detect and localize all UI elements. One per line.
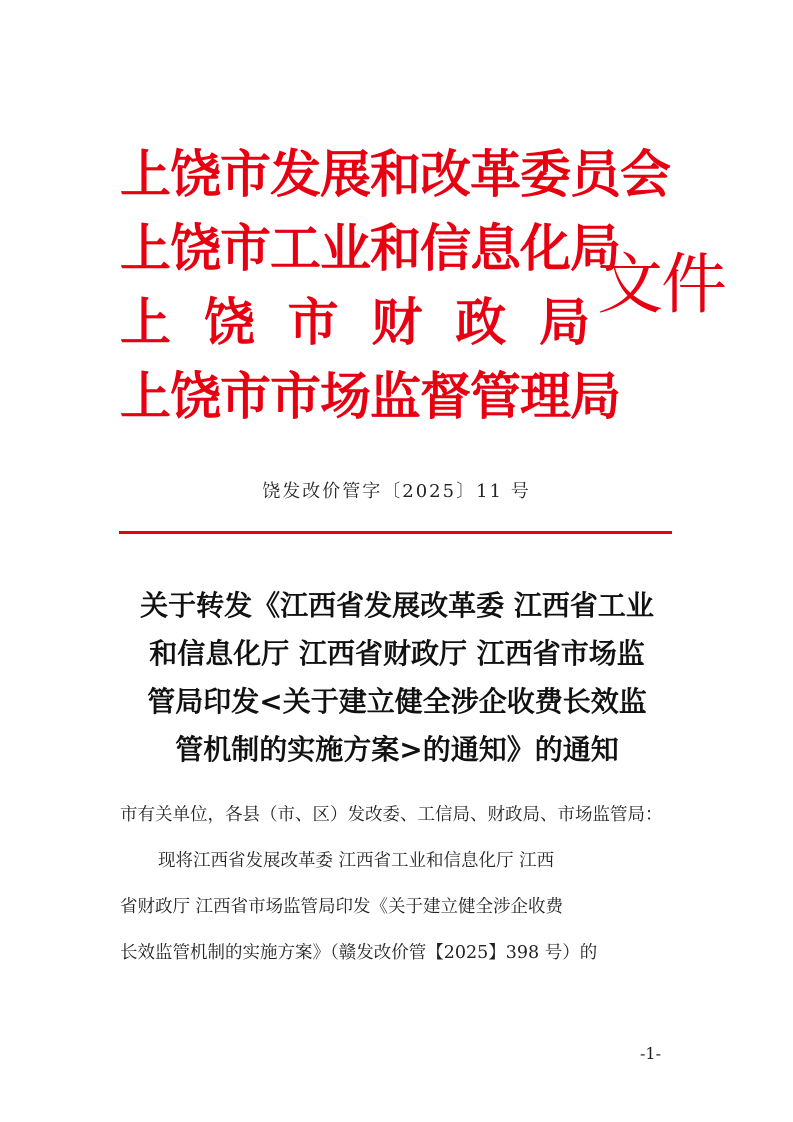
document-title — [112, 582, 682, 774]
paragraph-line: 现将江西省发展改革委 江西省工业和信息化厅 江西 — [158, 851, 555, 871]
issuer-char: 局 — [538, 294, 590, 353]
document-number: 饶发改价管字〔2025〕11 号 — [262, 481, 531, 502]
title-line: 和信息化厅 江西省财政厅 江西省市场监 — [149, 637, 645, 670]
issuer-char: 市 — [287, 294, 339, 353]
issuer-name: 上饶市市场监督管理局 — [120, 368, 621, 427]
red-divider-line — [119, 531, 672, 534]
issuer-char: 政 — [455, 294, 507, 353]
paragraph-line: 省财政厅 江西省市场监管局印发《关于建立健全涉企收费 — [120, 897, 564, 917]
issuer-char: 上 — [120, 294, 172, 353]
title-line: 关于转发《江西省发展改革委 江西省工业 — [140, 589, 654, 622]
issuer-name: 上饶市工业和信息化局 — [120, 220, 621, 279]
issuer-name-spaced — [120, 294, 590, 353]
document-type-label: 文件 — [597, 246, 725, 323]
issuer-char: 饶 — [203, 294, 255, 353]
issuer-char: 财 — [371, 294, 423, 353]
body-text — [120, 800, 676, 984]
paragraph-line: 长效监管机制的实施方案》（赣发改价管【2025】398 号）的 — [120, 943, 598, 963]
addressee-line: 市有关单位，各县（市、区）发改委、工信局、财政局、市场监管局： — [120, 805, 663, 825]
title-line: 管机制的实施方案>的通知》的通知 — [175, 733, 619, 766]
title-line: 管局印发<关于建立健全涉企收费长效监 — [147, 685, 647, 718]
issuer-name: 上饶市发展和改革委员会 — [120, 146, 671, 205]
page-number: -1- — [640, 1044, 661, 1063]
